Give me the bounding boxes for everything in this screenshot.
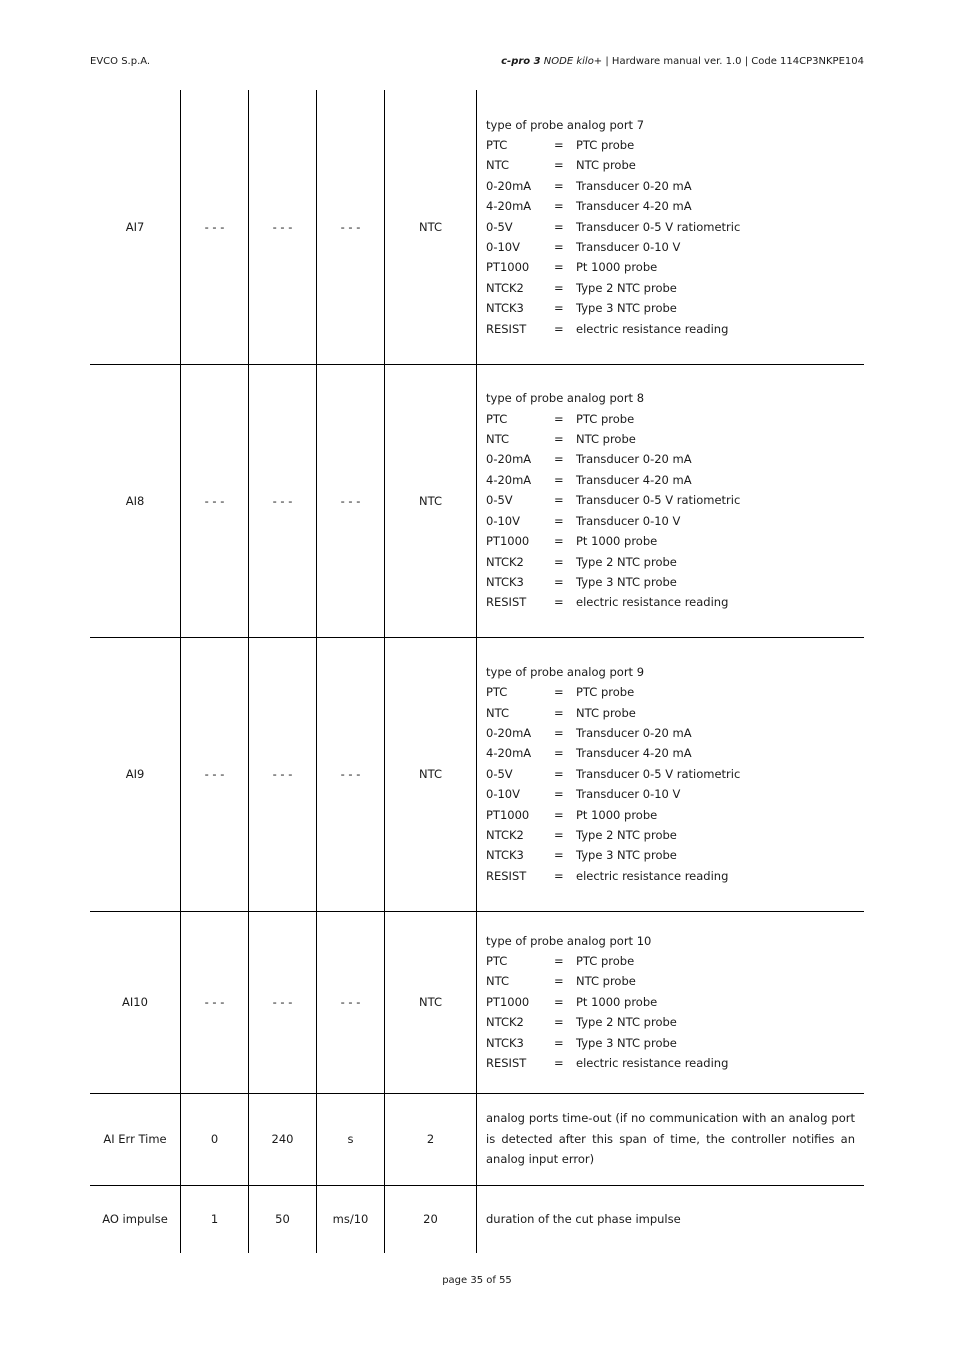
option-line xyxy=(486,237,855,257)
option-line xyxy=(486,682,855,702)
option-equals: = xyxy=(554,137,564,152)
option-value: Type 3 NTC probe xyxy=(576,574,677,589)
option-line xyxy=(486,257,855,277)
option-value: Transducer 0-5 V ratiometric xyxy=(576,219,741,234)
param-unit: - - - xyxy=(317,90,385,364)
option-line xyxy=(486,572,855,592)
option-equals: = xyxy=(554,868,564,883)
option-key: NTC xyxy=(486,432,509,447)
option-line xyxy=(486,470,855,490)
option-equals: = xyxy=(554,301,564,316)
option-equals: = xyxy=(554,178,564,193)
option-key: 4-20mA xyxy=(486,472,532,487)
option-key: 0-10V xyxy=(486,239,520,254)
option-key: NTC xyxy=(486,705,509,720)
option-value: Pt 1000 probe xyxy=(576,260,658,275)
option-line xyxy=(486,825,855,845)
option-equals: = xyxy=(554,1056,564,1071)
option-equals: = xyxy=(554,787,564,802)
option-value: Type 3 NTC probe xyxy=(576,1035,677,1050)
option-equals: = xyxy=(554,513,564,528)
option-line xyxy=(486,552,855,572)
option-key: PT1000 xyxy=(486,807,530,822)
option-key: NTCK2 xyxy=(486,554,524,569)
option-value: PTC probe xyxy=(576,137,635,152)
option-value: electric resistance reading xyxy=(576,595,729,610)
option-key: NTCK3 xyxy=(486,848,524,863)
option-line xyxy=(486,784,855,804)
option-equals: = xyxy=(554,953,564,968)
option-key: PTC xyxy=(486,411,508,426)
option-equals: = xyxy=(554,828,564,843)
param-unit: ms/10 xyxy=(317,1185,385,1253)
option-value: Transducer 0-20 mA xyxy=(576,452,692,467)
option-line xyxy=(486,1033,855,1053)
option-key: 0-10V xyxy=(486,787,520,802)
param-unit: - - - xyxy=(317,364,385,637)
param-min: - - - xyxy=(181,364,249,637)
option-value: electric resistance reading xyxy=(576,1056,729,1071)
option-line xyxy=(486,298,855,318)
option-equals: = xyxy=(554,534,564,549)
option-equals: = xyxy=(554,685,564,700)
option-key: 0-5V xyxy=(486,493,513,508)
option-key: PT1000 xyxy=(486,260,530,275)
option-line xyxy=(486,992,855,1012)
param-max: - - - xyxy=(249,364,317,637)
option-value: Type 2 NTC probe xyxy=(576,280,677,295)
option-key: RESIST xyxy=(486,868,527,883)
option-line xyxy=(486,971,855,991)
description-text: duration of the cut phase impulse xyxy=(486,1212,681,1226)
option-key: NTCK3 xyxy=(486,1035,524,1050)
option-equals: = xyxy=(554,239,564,254)
option-value: PTC probe xyxy=(576,411,635,426)
option-equals: = xyxy=(554,411,564,426)
option-line xyxy=(486,1012,855,1032)
option-value: Pt 1000 probe xyxy=(576,807,658,822)
option-value: Pt 1000 probe xyxy=(576,534,658,549)
option-key: 0-20mA xyxy=(486,452,532,467)
option-line xyxy=(486,135,855,155)
option-line xyxy=(486,217,855,237)
option-key: NTCK2 xyxy=(486,280,524,295)
table-row xyxy=(90,90,864,364)
option-value: Transducer 4-20 mA xyxy=(576,746,692,761)
option-key: 0-5V xyxy=(486,766,513,781)
param-name: AI9 xyxy=(90,637,181,911)
option-key: NTCK2 xyxy=(486,1015,524,1030)
option-value: Type 3 NTC probe xyxy=(576,301,677,316)
option-line xyxy=(486,531,855,551)
param-description xyxy=(477,1185,865,1253)
header-product-italic: NODE kilo+ xyxy=(543,56,603,67)
header-doc-info xyxy=(501,56,864,67)
option-equals: = xyxy=(554,280,564,295)
option-value: NTC probe xyxy=(576,705,636,720)
option-key: 0-20mA xyxy=(486,178,532,193)
param-name: AO impulse xyxy=(90,1185,181,1253)
option-key: RESIST xyxy=(486,595,527,610)
table-row xyxy=(90,364,864,637)
option-equals: = xyxy=(554,158,564,173)
param-max: 240 xyxy=(249,1093,317,1185)
option-equals: = xyxy=(554,452,564,467)
param-default: 2 xyxy=(385,1093,477,1185)
option-line xyxy=(486,196,855,216)
option-equals: = xyxy=(554,974,564,989)
option-key: 0-5V xyxy=(486,219,513,234)
option-line xyxy=(486,805,855,825)
option-line xyxy=(486,155,855,175)
option-equals: = xyxy=(554,994,564,1009)
description-title: type of probe analog port 8 xyxy=(486,391,645,406)
option-key: PTC xyxy=(486,685,508,700)
param-name: AI10 xyxy=(90,911,181,1093)
description-text: analog ports time-out (if no communication with an analog port is detected after this span of time, the controller notifies an analog input error) xyxy=(486,1111,855,1167)
param-description xyxy=(477,364,865,637)
param-max: - - - xyxy=(249,90,317,364)
option-key: PT1000 xyxy=(486,994,530,1009)
option-key: NTC xyxy=(486,974,509,989)
option-value: Transducer 0-10 V xyxy=(576,787,681,802)
option-key: PTC xyxy=(486,953,508,968)
param-default: NTC xyxy=(385,637,477,911)
option-equals: = xyxy=(554,321,564,336)
description-title: type of probe analog port 9 xyxy=(486,664,645,679)
option-key: NTCK3 xyxy=(486,301,524,316)
option-equals: = xyxy=(554,746,564,761)
header-company: EVCO S.p.A. xyxy=(90,56,151,67)
option-value: electric resistance reading xyxy=(576,868,729,883)
param-min: 0 xyxy=(181,1093,249,1185)
option-equals: = xyxy=(554,705,564,720)
header-doc-details: | Hardware manual ver. 1.0 | Code 114CP3NKPE104 xyxy=(602,56,864,67)
param-min: - - - xyxy=(181,637,249,911)
option-value: NTC probe xyxy=(576,974,636,989)
param-description xyxy=(477,90,865,364)
option-line xyxy=(486,866,855,886)
param-unit: s xyxy=(317,1093,385,1185)
option-equals: = xyxy=(554,766,564,781)
parameters-table xyxy=(90,90,864,1253)
option-line xyxy=(486,429,855,449)
option-key: PT1000 xyxy=(486,534,530,549)
option-equals: = xyxy=(554,432,564,447)
param-unit: - - - xyxy=(317,637,385,911)
option-line xyxy=(486,951,855,971)
option-value: electric resistance reading xyxy=(576,321,729,336)
option-value: Transducer 0-5 V ratiometric xyxy=(576,766,741,781)
option-line xyxy=(486,845,855,865)
option-key: NTCK3 xyxy=(486,574,524,589)
option-key: PTC xyxy=(486,137,508,152)
option-line xyxy=(486,176,855,196)
option-line xyxy=(486,764,855,784)
option-value: PTC probe xyxy=(576,685,635,700)
option-line xyxy=(486,409,855,429)
option-value: Transducer 0-20 mA xyxy=(576,725,692,740)
param-name: AI7 xyxy=(90,90,181,364)
table-row xyxy=(90,637,864,911)
param-default: 20 xyxy=(385,1185,477,1253)
option-equals: = xyxy=(554,574,564,589)
description-title: type of probe analog port 10 xyxy=(486,933,652,948)
option-key: 0-20mA xyxy=(486,725,532,740)
option-equals: = xyxy=(554,725,564,740)
option-key: 4-20mA xyxy=(486,746,532,761)
option-value: Transducer 0-20 mA xyxy=(576,178,692,193)
option-line xyxy=(486,1053,855,1073)
option-equals: = xyxy=(554,472,564,487)
param-name: AI8 xyxy=(90,364,181,637)
param-name: AI Err Time xyxy=(90,1093,181,1185)
option-value: Transducer 4-20 mA xyxy=(576,199,692,214)
option-line xyxy=(486,703,855,723)
option-value: NTC probe xyxy=(576,432,636,447)
option-value: Transducer 0-10 V xyxy=(576,239,681,254)
option-key: RESIST xyxy=(486,321,527,336)
param-max: 50 xyxy=(249,1185,317,1253)
header-product-bold: c-pro 3 xyxy=(501,56,541,67)
option-value: PTC probe xyxy=(576,953,635,968)
option-value: NTC probe xyxy=(576,158,636,173)
param-max: - - - xyxy=(249,911,317,1093)
option-equals: = xyxy=(554,199,564,214)
param-unit: - - - xyxy=(317,911,385,1093)
page-number: page 35 of 55 xyxy=(442,1275,512,1286)
option-line xyxy=(486,511,855,531)
option-equals: = xyxy=(554,595,564,610)
option-line xyxy=(486,449,855,469)
option-line xyxy=(486,723,855,743)
param-description xyxy=(477,1093,865,1185)
option-value: Type 2 NTC probe xyxy=(576,554,677,569)
param-default: NTC xyxy=(385,911,477,1093)
option-key: 4-20mA xyxy=(486,199,532,214)
option-equals: = xyxy=(554,219,564,234)
table-row xyxy=(90,1093,864,1185)
option-key: NTCK2 xyxy=(486,828,524,843)
param-max: - - - xyxy=(249,637,317,911)
option-equals: = xyxy=(554,1035,564,1050)
table-row xyxy=(90,911,864,1093)
option-key: NTC xyxy=(486,158,509,173)
param-min: - - - xyxy=(181,911,249,1093)
option-equals: = xyxy=(554,554,564,569)
param-default: NTC xyxy=(385,364,477,637)
option-value: Pt 1000 probe xyxy=(576,994,658,1009)
option-value: Transducer 0-5 V ratiometric xyxy=(576,493,741,508)
description-title: type of probe analog port 7 xyxy=(486,117,645,132)
param-min: 1 xyxy=(181,1185,249,1253)
option-equals: = xyxy=(554,1015,564,1030)
option-key: RESIST xyxy=(486,1056,527,1071)
option-value: Transducer 0-10 V xyxy=(576,513,681,528)
param-default: NTC xyxy=(385,90,477,364)
option-line xyxy=(486,278,855,298)
option-line xyxy=(486,490,855,510)
option-equals: = xyxy=(554,807,564,822)
param-description xyxy=(477,637,865,911)
option-value: Type 2 NTC probe xyxy=(576,1015,677,1030)
param-min: - - - xyxy=(181,90,249,364)
option-value: Type 3 NTC probe xyxy=(576,848,677,863)
option-equals: = xyxy=(554,848,564,863)
option-value: Type 2 NTC probe xyxy=(576,828,677,843)
option-equals: = xyxy=(554,260,564,275)
option-value: Transducer 4-20 mA xyxy=(576,472,692,487)
option-key: 0-10V xyxy=(486,513,520,528)
table-row xyxy=(90,1185,864,1253)
option-line xyxy=(486,592,855,612)
option-line xyxy=(486,743,855,763)
param-description xyxy=(477,911,865,1093)
option-line xyxy=(486,319,855,339)
option-equals: = xyxy=(554,493,564,508)
